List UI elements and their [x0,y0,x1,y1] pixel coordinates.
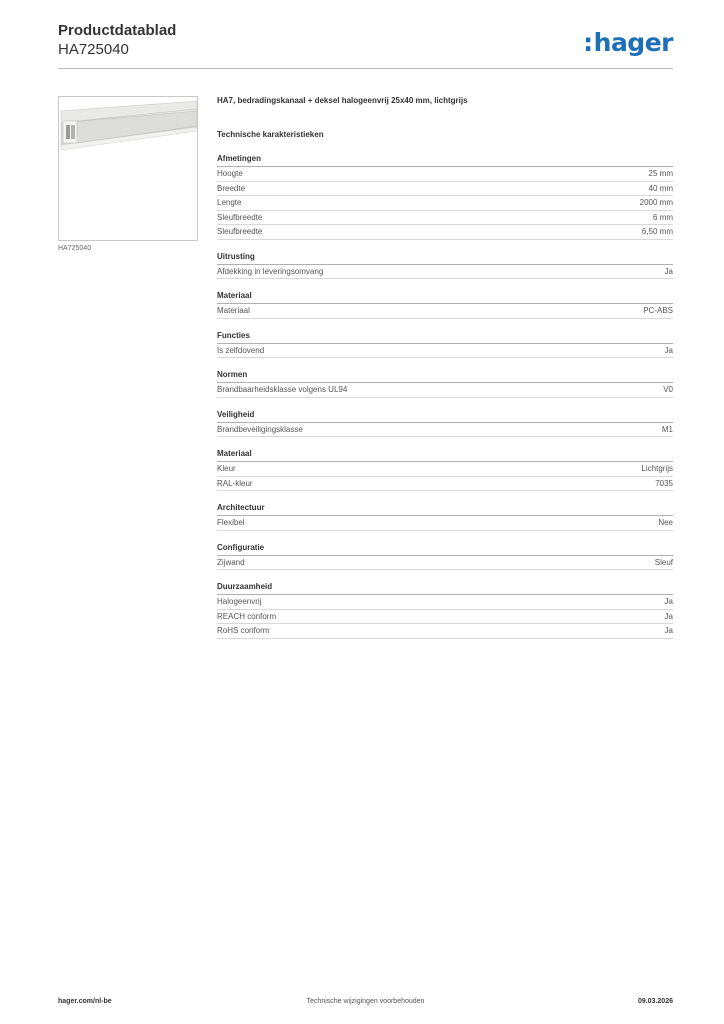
section-title: Uitrusting [217,251,673,265]
spec-value: Nee [658,518,673,527]
section-title: Functies [217,330,673,344]
spec-label: Zijwand [217,557,245,567]
cable-duct-image [59,97,197,240]
technical-characteristics-heading: Technische karakteristieken [217,130,324,139]
spec-row [217,225,673,240]
spec-sections [217,153,673,639]
spec-label: Halogeenvrij [217,597,262,606]
spec-section [217,153,673,240]
logo-text: hager [593,28,673,57]
spec-value: PC-ABS [643,306,673,315]
spec-row [217,265,673,280]
spec-value: Ja [664,266,673,276]
spec-label: Hoogte [217,169,243,178]
section-title: Normen [217,369,673,383]
spec-label: Sleufbreedte [217,227,263,236]
image-caption: HA725040 [58,245,92,252]
product-details [217,95,673,650]
spec-value: Ja [664,345,673,355]
spec-section [217,369,673,398]
product-image [58,96,198,241]
spec-section [217,448,673,491]
spec-value: 25 mm [648,169,673,178]
spec-row [217,344,673,359]
spec-label: Brandbaarheidsklasse volgens UL94 [217,385,348,394]
section-title: Veiligheid [217,409,673,423]
spec-value: 40 mm [648,183,673,193]
section-title: Materiaal [217,290,673,304]
spec-label: RoHS conform [217,626,270,635]
spec-value: Sleuf [654,557,673,567]
spec-value: 6,50 mm [641,227,673,236]
section-title: Architectuur [217,502,673,516]
section-title: Configuratie [217,542,673,556]
page-title: Productdatablad [58,22,177,39]
page-header [58,22,673,68]
spec-section [217,409,673,438]
section-title: Materiaal [217,448,673,462]
footer-date: 09.03.2026 [637,998,673,1005]
product-code: HA725040 [58,41,129,58]
section-title: Afmetingen [217,153,673,167]
spec-value: 2000 mm [639,198,673,207]
spec-section [217,542,673,571]
spec-label: RAL-kleur [217,478,253,488]
footer-notice: Technische wijzigingen voorbehouden [306,998,425,1005]
spec-label: Lengte [217,198,242,207]
spec-label: Materiaal [217,306,250,315]
spec-section [217,581,673,639]
footer-website[interactable]: hager.com/nl-be [58,998,112,1005]
spec-label: Kleur [217,464,236,473]
spec-row [217,556,673,571]
spec-value: 6 mm [653,212,673,222]
spec-value: Ja [664,597,673,606]
product-description: HA7, bedradingskanaal + deksel halogeenvrij 25x40 mm, lichtgrijs [217,96,468,105]
spec-label: Breedte [217,183,246,193]
spec-row [217,423,673,438]
spec-row [217,516,673,531]
spec-row [217,167,673,182]
spec-row [217,477,673,492]
spec-row [217,196,673,211]
spec-value: V0 [663,385,673,394]
spec-row [217,595,673,610]
spec-section [217,251,673,280]
spec-value: 7035 [655,478,673,488]
spec-label: Flexibel [217,518,245,527]
spec-row [217,610,673,625]
spec-row [217,182,673,197]
section-title: Duurzaamheid [217,581,673,595]
spec-section [217,290,673,319]
page-footer [58,998,673,1012]
spec-value: Ja [664,626,673,635]
spec-label: Sleufbreedte [217,212,263,222]
spec-row [217,462,673,477]
spec-row [217,211,673,226]
spec-row [217,624,673,639]
spec-value: M1 [661,424,673,434]
spec-value: Ja [664,611,673,621]
spec-label: Is zelfdovend [217,345,265,355]
header-divider [58,68,673,69]
spec-label: REACH conform [217,611,277,621]
hager-logo: :hager [583,28,673,57]
spec-label: Afdekking in leveringsomvang [217,266,324,276]
spec-section [217,502,673,531]
spec-label: Brandbeveiligingsklasse [217,424,303,434]
spec-section [217,330,673,359]
spec-row [217,304,673,319]
spec-row [217,383,673,398]
spec-value: Lichtgrijs [641,464,673,473]
